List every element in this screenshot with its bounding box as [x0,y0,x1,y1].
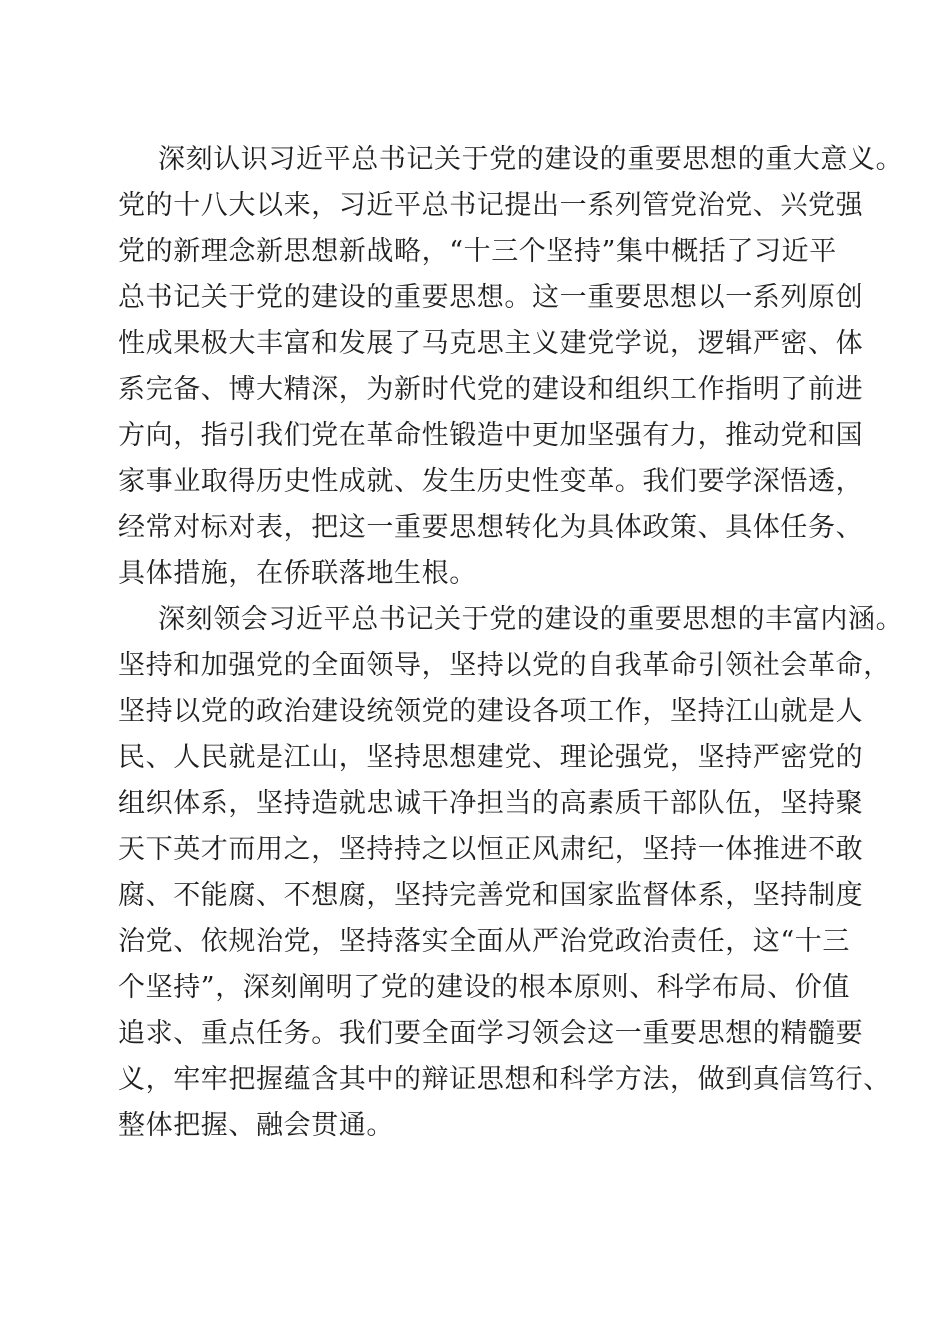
paragraph-1-line-9: 经常对标对表，把这一重要思想转化为具体政策、具体任务、 [118,512,864,543]
paragraph-1-line-1: 深刻认识习近平总书记关于党的建设的重要思想的重大意义。 [158,144,904,175]
paragraph-2-line-4: 民、人民就是江山，坚持思想建党、理论强党，坚持严密党的 [118,742,864,773]
paragraph-1-line-10: 具体措施，在侨联落地生根。 [118,558,477,589]
paragraph-2-line-3: 坚持以党的政治建设统领党的建设各项工作，坚持江山就是人 [118,696,864,727]
paragraph-1-line-3: 党的新理念新思想新战略，“十三个坚持”集中概括了习近平 [118,236,837,267]
paragraph-2-line-8: 治党、依规治党，坚持落实全面从严治党政治责任，这“十三 [118,926,851,957]
paragraph-2-line-1: 深刻领会习近平总书记关于党的建设的重要思想的丰富内涵。 [158,604,904,635]
paragraph-2-line-9: 个坚持”，深刻阐明了党的建设的根本原则、科学布局、价值 [118,972,851,1003]
paragraph-2-line-5: 组织体系，坚持造就忠诚干净担当的高素质干部队伍，坚持聚 [118,788,864,819]
paragraph-1-line-6: 系完备、博大精深，为新时代党的建设和组织工作指明了前进 [118,374,864,405]
paragraph-2-line-10: 追求、重点任务。我们要全面学习领会这一重要思想的精髓要 [118,1018,864,1049]
paragraph-2-line-6: 天下英才而用之，坚持持之以恒正风肃纪，坚持一体推进不敢 [118,834,864,865]
paragraph-1-line-2: 党的十八大以来，习近平总书记提出一系列管党治党、兴党强 [118,190,864,221]
paragraph-1-line-5: 性成果极大丰富和发展了马克思主义建党学说，逻辑严密、体 [118,328,864,359]
paragraph-1-line-7: 方向，指引我们党在革命性锻造中更加坚强有力，推动党和国 [118,420,864,451]
paragraph-1-line-4: 总书记关于党的建设的重要思想。这一重要思想以一系列原创 [118,282,864,313]
paragraph-2-line-7: 腐、不能腐、不想腐，坚持完善党和国家监督体系，坚持制度 [118,880,864,911]
paragraph-1-line-8: 家事业取得历史性成就、发生历史性变革。我们要学深悟透， [118,466,864,497]
paragraph-2-line-12: 整体把握、融会贯通。 [118,1110,394,1141]
paragraph-2-line-11: 义，牢牢把握蕴含其中的辩证思想和科学方法，做到真信笃行、 [118,1064,891,1095]
paragraph-2-line-2: 坚持和加强党的全面领导，坚持以党的自我革命引领社会革命， [118,650,891,681]
